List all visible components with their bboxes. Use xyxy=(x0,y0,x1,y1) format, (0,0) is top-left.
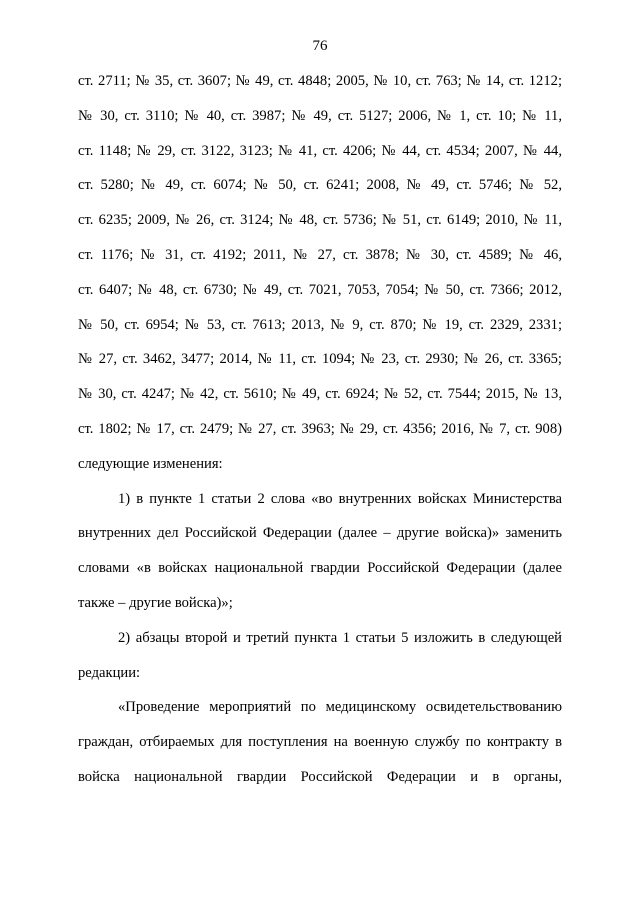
text-line: ст. 6407; № 48, ст. 6730; № 49, ст. 7021, 7053, 7054; № 50, ст. 7366; 2012, xyxy=(78,281,562,298)
text-line: ст. 2711; № 35, ст. 3607; № 49, ст. 4848; 2005, № 10, ст. 763; № 14, ст. 1212; xyxy=(78,73,562,89)
text-line: 1) в пункте 1 статьи 2 слова «во внутренних войсках Министерства xyxy=(118,490,562,507)
text-line: редакции: xyxy=(78,664,141,681)
text-line: ст. 1148; № 29, ст. 3122, 3123; № 41, ст. 4206; № 44, ст. 4534; 2007, № 44, xyxy=(78,142,562,159)
page-number: 76 xyxy=(312,38,328,54)
text-line: № 30, ст. 4247; № 42, ст. 5610; № 49, ст. 6924; № 52, ст. 7544; 2015, № 13, xyxy=(78,386,562,403)
text-line: следующие изменения: xyxy=(78,455,223,472)
text-line: внутренних дел Российской Федерации (далее – другие войска)» заменить xyxy=(78,525,562,542)
text-line: войска национальной гвардии Российской Федерации и в органы, xyxy=(78,769,562,785)
text-line: № 50, ст. 6954; № 53, ст. 7613; 2013, № 9, ст. 870; № 19, ст. 2329, 2331; xyxy=(78,316,562,333)
text-line: № 30, ст. 3110; № 40, ст. 3987; № 49, ст. 5127; 2006, № 1, ст. 10; № 11, xyxy=(78,107,562,124)
text-line: также – другие войска)»; xyxy=(78,595,233,611)
text-line: словами «в войсках национальной гвардии Российской Федерации (далее xyxy=(78,560,562,577)
text-line: граждан, отбираемых для поступления на военную службу по контракту в xyxy=(78,734,562,751)
text-line: № 27, ст. 3462, 3477; 2014, № 11, ст. 1094; № 23, ст. 2930; № 26, ст. 3365; xyxy=(78,351,562,368)
text-line: ст. 5280; № 49, ст. 6074; № 50, ст. 6241; 2008, № 49, ст. 5746; № 52, xyxy=(78,177,562,194)
text-line: ст. 1802; № 17, ст. 2479; № 27, ст. 3963; № 29, ст. 4356; 2016, № 7, ст. 908) xyxy=(78,421,562,437)
text-line: ст. 1176; № 31, ст. 4192; 2011, № 27, ст. 3878; № 30, ст. 4589; № 46, xyxy=(78,247,562,263)
text-line: ст. 6235; 2009, № 26, ст. 3124; № 48, ст. 5736; № 51, ст. 6149; 2010, № 11, xyxy=(78,212,562,229)
text-line: «Проведение мероприятий по медицинскому освидетельствованию xyxy=(118,699,562,716)
text-line: 2) абзацы второй и третий пункта 1 статьи 5 изложить в следующей xyxy=(118,629,562,646)
